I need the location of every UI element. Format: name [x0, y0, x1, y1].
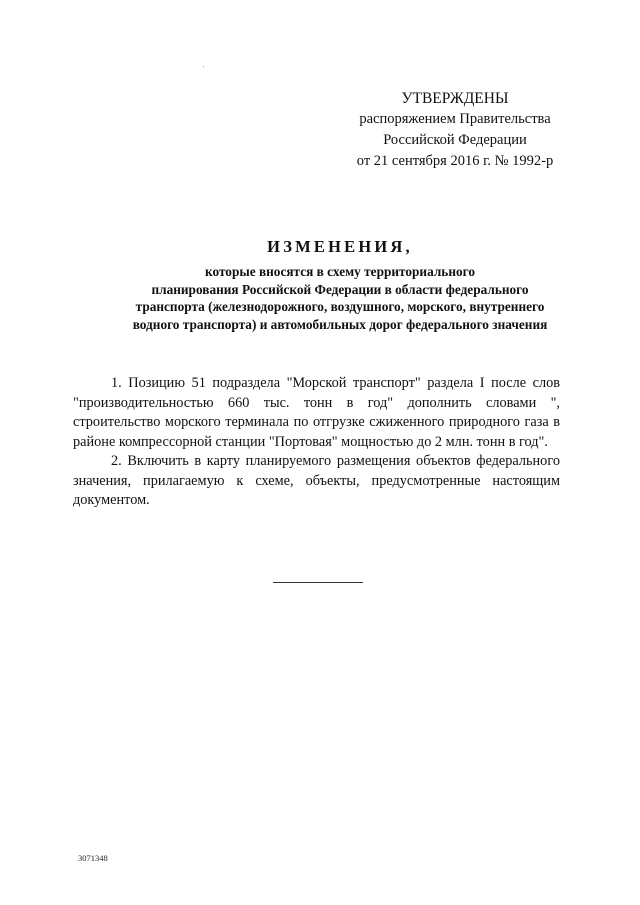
document-heading: [60, 236, 620, 333]
document-title: ИЗМЕНЕНИЯ,: [267, 237, 413, 256]
subtitle-line: транспорта (железнодорожного, воздушного, морского, внутреннего: [135, 299, 545, 314]
approval-date-number: от 21 сентября 2016 г. № 1992-р: [356, 153, 554, 169]
document-subtitle: [60, 263, 620, 333]
document-id: 3071348: [78, 853, 108, 863]
approval-stamp: [340, 88, 570, 172]
paragraph-1: 1. Позицию 51 подраздела "Морской транспорт" раздела I после слов "производительностью 660 тыс. тонн в год" дополнить словами ", строительство морского терминала по отгрузке сжиженного природного газа в районе компрессорной станции "Портовая" мощностью до 2 млн. тонн в год".: [73, 375, 560, 450]
approval-country: Российской Федерации: [383, 132, 527, 148]
approval-title: УТВЕРЖДЕНЫ: [401, 90, 509, 107]
subtitle-line: планирования Российской Федерации в области федерального: [151, 281, 529, 297]
subtitle-line: которые вносятся в схему территориального: [204, 264, 475, 279]
document-body: [73, 374, 560, 511]
paragraph-2: 2. Включить в карту планируемого размещения объектов федерального значения, прилагаемую к схеме, объекты, предусмотренные настоящим документом.: [73, 453, 560, 508]
scan-speck: [203, 66, 204, 67]
approval-authority: распоряжением Правительства: [359, 111, 551, 127]
end-divider: [273, 582, 363, 583]
subtitle-line: водного транспорта) и автомобильных дорог федерального значения: [132, 316, 548, 332]
